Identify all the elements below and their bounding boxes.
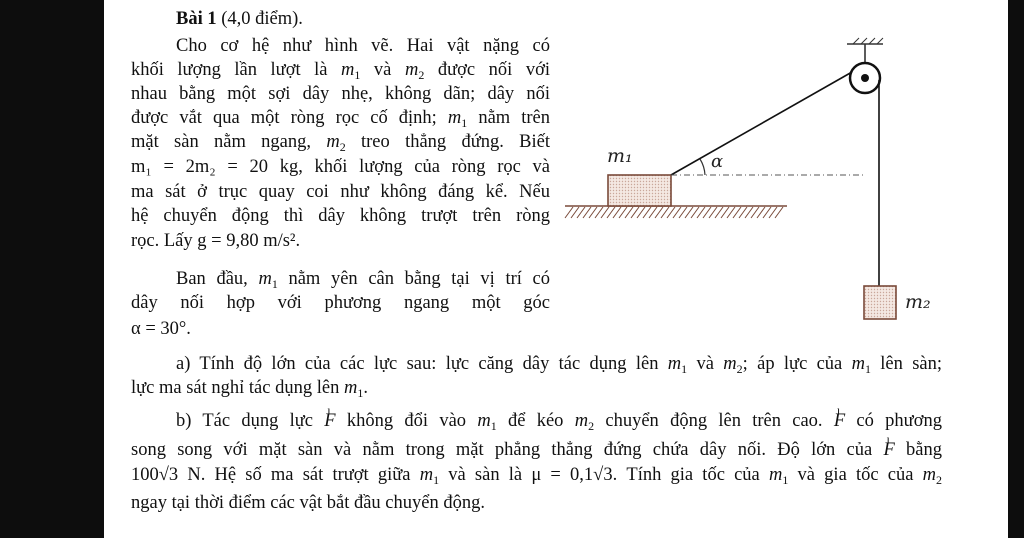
part-a-line-1: a) Tính độ lớn của các lực sau: lực căng dây tác dụng lên $m_1$ và $m_2$; áp lực của $m_1$ lên sàn; (176, 354, 943, 376)
label-alpha: α (711, 151, 724, 172)
part-b-line-3: 100√3 N. Hệ số ma sát trượt giữa $m_1$ và sàn là μ = 0,1√3. Tính gia tốc của $m_1$ và gia tốc của $m_2$ (131, 465, 942, 487)
equation-mu: μ = 0,1√3 (531, 465, 613, 485)
problem-title: Bài 1 (4,0 điểm). (176, 9, 303, 29)
intro-line-9: rọc. Lấy g = 9,80 m/s². (131, 231, 301, 251)
intro-line-7: ma sát ở trục quay coi như không đáng kể. Nếu (131, 182, 550, 202)
angle-arc (700, 159, 705, 175)
equation-alpha: α = 30° (131, 319, 187, 339)
left-frame (0, 0, 104, 538)
part-b-line-2: song song với mặt sàn và nằm trong mặt phẳng thẳng đứng chứa dây nối. Độ lớn của ı F bằng (131, 439, 942, 461)
intro-line-1: Cho cơ hệ như hình vẽ. Hai vật nặng có (176, 36, 550, 56)
intro-line-5: mặt sàn nằm ngang, $m_2$ treo thẳng đứng. Biết (131, 132, 551, 154)
init-line-1: Ban đầu, $m_1$ nằm yên cân bằng tại vị trí có (176, 269, 550, 291)
intro-line-6: m₁ = 2m₂ = 20 kg, khối lượng của ròng rọc và (131, 157, 550, 177)
part-a-line-2: lực ma sát nghỉ tác dụng lên $m_1$. (131, 378, 368, 400)
pulley-icon (850, 63, 880, 93)
intro-line-4: được vắt qua một ròng rọc cố định; $m_1$ nằm trên (131, 108, 551, 130)
equation-force: 100√3 N (131, 465, 201, 485)
label-m2: m₂ (905, 291, 931, 313)
part-b-line-1: b) Tác dụng lực ı F không đổi vào $m_1$ để kéo $m_2$ chuyển động lên trên cao. ı F có phương (176, 410, 942, 432)
floor (565, 206, 787, 218)
intro-line-2: khối lượng lần lượt là $m_1$ và $m_2$ được nối với (131, 60, 550, 82)
init-line-2: dây nối hợp với phương ngang một góc (131, 293, 550, 313)
init-line-3: α = 30°. (131, 319, 191, 339)
rope-inclined (671, 72, 852, 175)
intro-line-3: nhau bằng một sợi dây nhẹ, không dãn; dây nối (131, 84, 550, 104)
equation-g: g = 9,80 m/s² (197, 231, 296, 251)
part-b-line-4: ngay tại thời điểm các vật bắt đầu chuyển động. (131, 493, 485, 513)
block-m1 (608, 175, 671, 206)
right-frame (1008, 0, 1024, 538)
pulley-diagram (555, 30, 975, 330)
label-m1: m₁ (607, 145, 633, 167)
equation-mass: m₁ = 2m₂ = 20 kg (131, 157, 299, 177)
block-m2 (864, 286, 896, 319)
intro-line-8: hệ chuyển động thì dây không trượt trên ròng (131, 206, 550, 226)
